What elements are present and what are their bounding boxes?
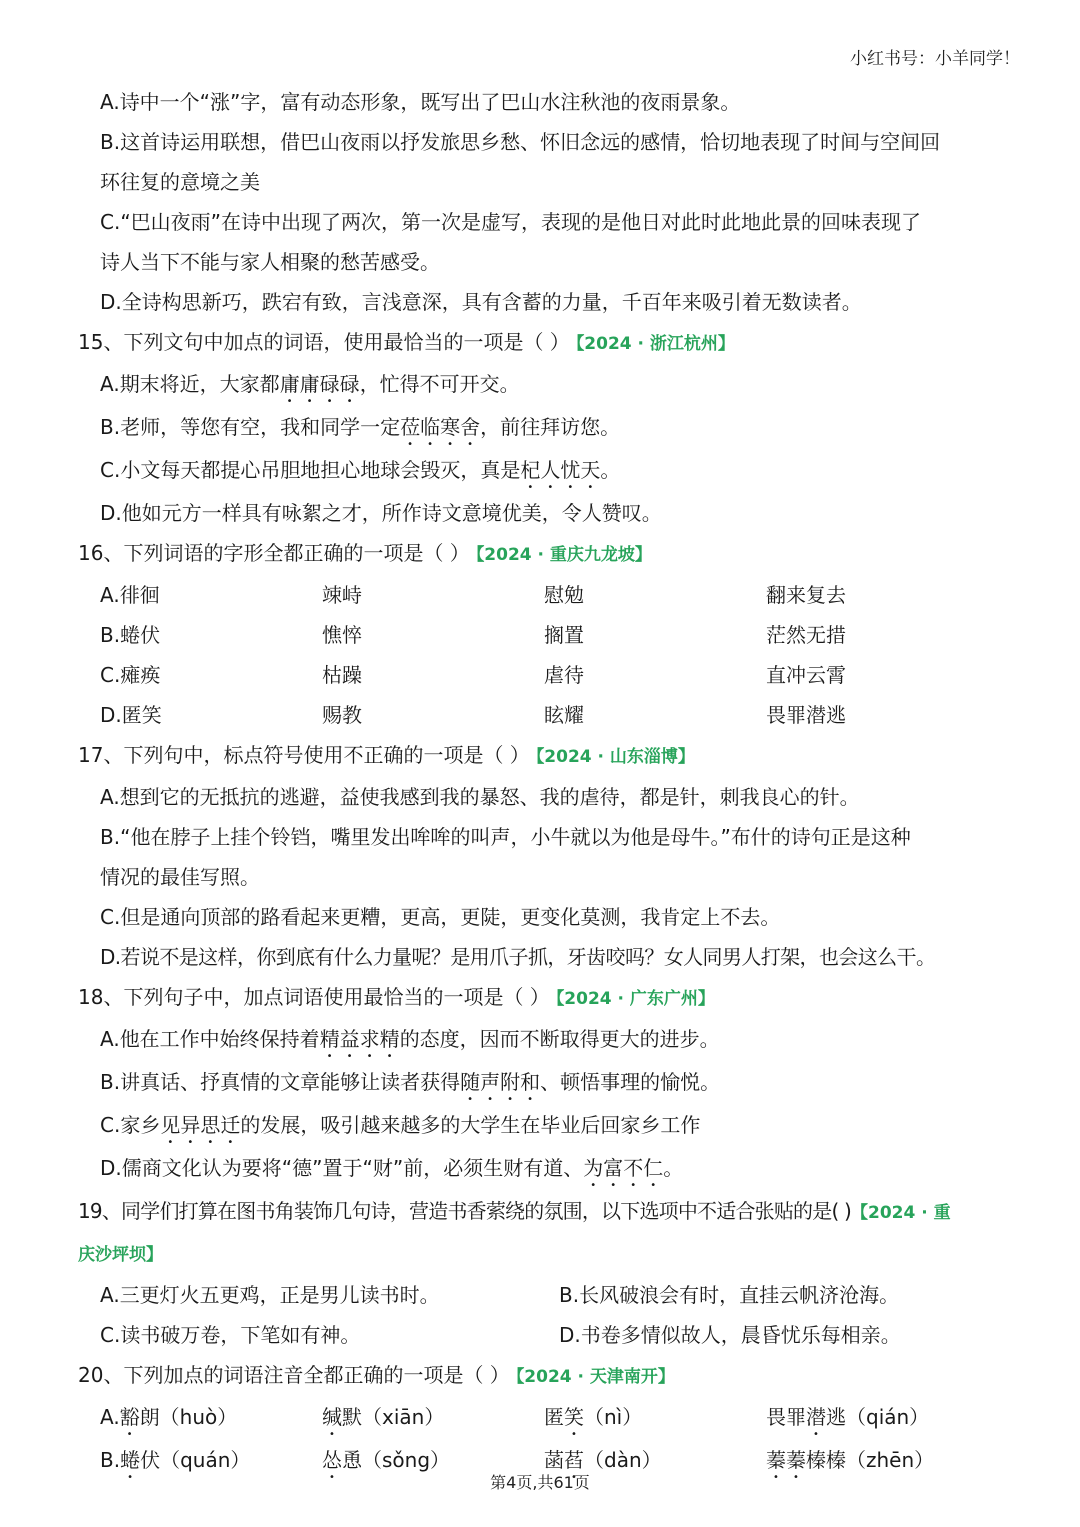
q20-b4-dotted: 蓁蓁 bbox=[766, 1448, 806, 1472]
q15-source-tag: 【2024 · 浙江杭州】 bbox=[575, 334, 735, 354]
q20-b3-pre: 菡 bbox=[544, 1448, 564, 1472]
q15-c-dotted: 杞人忧天 bbox=[520, 458, 601, 482]
q19-row-2 bbox=[78, 1315, 1018, 1355]
q15-c-post: 。 bbox=[600, 458, 621, 482]
q20-a4-dotted: 潜 bbox=[806, 1405, 826, 1429]
q18-a-pre: A.他在工作中始终保持着 bbox=[100, 1027, 320, 1051]
q17-option-c: C.但是通向顶部的路看起来更糟，更高，更陡，更变化莫测，我肯定上不去。 bbox=[100, 905, 781, 929]
q20-b3-dotted: 萏 bbox=[564, 1448, 584, 1472]
q20-b1-pre: B. bbox=[100, 1448, 121, 1472]
q14-option-a: A.诗中一个“涨”字，富有动态形象，既写出了巴山水注秋池的夜雨景象。 bbox=[100, 90, 741, 114]
q20-a4-pre: 畏罪 bbox=[766, 1405, 806, 1429]
q19-stem-text: 19、同学们打算在图书角装饰几句诗，营造书香萦绕的氛围，以下选项中不适合张贴的是( ) bbox=[78, 1199, 852, 1223]
q15-option-a bbox=[78, 364, 1018, 407]
q18-c-dotted: 见异思迁 bbox=[160, 1113, 241, 1137]
q15-stem-text: 15、下列文句中加点的词语，使用最恰当的一项是（ ） bbox=[78, 330, 570, 354]
q16-row-d bbox=[78, 695, 1018, 735]
q15-a-pre: A.期末将近，大家都 bbox=[100, 372, 280, 396]
q16-cell: B.蜷伏 bbox=[100, 623, 161, 647]
q20-stem-text: 20、下列加点的词语注音全都正确的一项是（ ） bbox=[78, 1363, 510, 1387]
q17-option-b: B.“他在脖子上挂个铃铛，嘴里发出哞哞的叫声，小牛就以为他是母牛。”布什的诗句正是这种 bbox=[100, 825, 911, 849]
q15-a-post: ，忙得不可开交。 bbox=[359, 372, 520, 396]
document-body bbox=[78, 82, 1018, 1483]
q20-b3-post: （dàn） bbox=[584, 1448, 662, 1472]
q16-cell: A.徘徊 bbox=[100, 583, 160, 607]
page-footer: 第4页,共61页 bbox=[490, 1473, 590, 1492]
q20-a2-post: 默（xiān） bbox=[342, 1405, 445, 1429]
q20-a1-dotted: 豁 bbox=[119, 1405, 140, 1429]
q15-c-pre: C.小文每天都提心吊胆地担心地球会毁灭，真是 bbox=[100, 458, 521, 482]
q20-a1-post: 朗（huò） bbox=[139, 1405, 238, 1429]
q16-cell: 慰勉 bbox=[544, 583, 584, 607]
q16-stem bbox=[78, 533, 1018, 575]
q14-option-c-cont: 诗人当下不能与家人相聚的愁苦感受。 bbox=[100, 250, 440, 274]
q19-option-b: B.长风破浪会有时，直挂云帆济沧海。 bbox=[559, 1283, 900, 1307]
q16-row-a bbox=[78, 575, 1018, 615]
q20-a-1 bbox=[100, 1397, 322, 1440]
q18-c-post: 的发展，吸引越来越多的大学生在毕业后回家乡工作 bbox=[240, 1113, 701, 1137]
q15-b-post: ，前往拜访您。 bbox=[480, 415, 621, 439]
q18-option-a bbox=[78, 1019, 1018, 1062]
q18-c-pre: C.家乡 bbox=[100, 1113, 161, 1137]
q18-d-dotted: 为富不仁 bbox=[583, 1156, 664, 1180]
q16-cell: 茫然无措 bbox=[766, 623, 846, 647]
q20-a3-dotted: 笑 bbox=[564, 1405, 584, 1429]
q17-source-tag: 【2024 · 山东淄博】 bbox=[535, 747, 695, 767]
q16-cell: 赐教 bbox=[322, 703, 362, 727]
q16-cell: C.瘫痪 bbox=[100, 663, 161, 687]
q16-cell: 虐待 bbox=[544, 663, 584, 687]
q20-b2-dotted: 怂 bbox=[322, 1448, 342, 1472]
q18-d-pre: D.儒商文化认为要将“德”置于“财”前，必须生财有道、 bbox=[100, 1156, 584, 1180]
q15-b-pre: B.老师，等您有空，我和同学一定 bbox=[100, 415, 401, 439]
q20-a-2 bbox=[322, 1397, 544, 1440]
q15-stem bbox=[78, 322, 1018, 364]
q18-source-tag: 【2024 · 广东广州】 bbox=[555, 989, 715, 1009]
q18-option-b bbox=[78, 1062, 1018, 1105]
q20-a4-post: 逃（qián） bbox=[826, 1405, 930, 1429]
q16-cell: 直冲云霄 bbox=[766, 663, 846, 687]
q19-option-c: C.读书破万卷，下笔如有神。 bbox=[100, 1323, 361, 1347]
q20-b2-post: 恿（sǒng） bbox=[342, 1448, 451, 1472]
q15-option-b bbox=[78, 407, 1018, 450]
q16-cell: 枯躁 bbox=[322, 663, 362, 687]
q15-option-d bbox=[78, 493, 1018, 533]
q14-option-b: B.这首诗运用联想，借巴山夜雨以抒发旅思乡愁、怀旧念远的感情，恰切地表现了时间与空间回 bbox=[100, 130, 941, 154]
q17-option-b-cont: 情况的最佳写照。 bbox=[100, 865, 260, 889]
q18-stem-text: 18、下列句子中，加点词语使用最恰当的一项是（ ） bbox=[78, 985, 550, 1009]
q17-option-d: D.若说不是这样，你到底有什么力量呢？是用爪子抓，牙齿咬吗？女人同男人打架，也会这么干。 bbox=[100, 945, 936, 969]
q15-d-word: 咏絮之才 bbox=[281, 501, 362, 525]
q20-a3-pre: 匿 bbox=[544, 1405, 564, 1429]
q16-cell: 竦峙 bbox=[322, 583, 362, 607]
q20-b4-post: 榛榛（zhēn） bbox=[806, 1448, 935, 1472]
q18-option-c bbox=[78, 1105, 1018, 1148]
q20-a3-post: （nì） bbox=[584, 1405, 643, 1429]
q16-cell: D.匿笑 bbox=[100, 703, 162, 727]
q20-row-a bbox=[78, 1397, 1018, 1440]
q17-stem-text: 17、下列句中，标点符号使用不正确的一项是（ ） bbox=[78, 743, 530, 767]
q18-stem bbox=[78, 977, 1018, 1019]
q20-source-tag: 【2024 · 天津南开】 bbox=[515, 1367, 675, 1387]
q15-d-pre: D.他如元方一样具有 bbox=[100, 501, 282, 525]
q19-stem-cont bbox=[78, 1233, 1018, 1275]
watermark: 小红书号：小羊同学！ bbox=[850, 49, 1020, 69]
q15-d-post: ，所作诗文意境优美，令人赞叹。 bbox=[361, 501, 662, 525]
q16-cell: 畏罪潜逃 bbox=[766, 703, 846, 727]
q16-cell: 搁置 bbox=[544, 623, 584, 647]
q20-a-3 bbox=[544, 1397, 766, 1440]
q20-stem bbox=[78, 1355, 1018, 1397]
q19-option-d: D.书卷多情似故人，晨昏忧乐每相亲。 bbox=[559, 1323, 901, 1347]
q18-a-post: 的态度，因而不断取得更大的进步。 bbox=[399, 1027, 720, 1051]
q20-a1-pre: A. bbox=[100, 1405, 120, 1429]
q18-d-post: 。 bbox=[663, 1156, 684, 1180]
q19-source-tag: 【2024 · 重 bbox=[851, 1203, 951, 1223]
q18-b-dotted: 随声附和 bbox=[460, 1070, 541, 1094]
q18-b-pre: B.讲真话、抒真情的文章能够让读者获得 bbox=[100, 1070, 461, 1094]
q19-source-tag-cont: 庆沙坪坝】 bbox=[78, 1245, 163, 1265]
q16-cell: 翻来复去 bbox=[766, 583, 846, 607]
q20-b1-dotted: 蜷 bbox=[120, 1448, 141, 1472]
q16-cell: 憔悴 bbox=[322, 623, 362, 647]
q17-stem bbox=[78, 735, 1018, 777]
q19-stem bbox=[78, 1191, 1018, 1233]
q18-option-d bbox=[78, 1148, 1018, 1191]
q19-option-a: A.三更灯火五更鸡，正是男儿读书时。 bbox=[100, 1283, 440, 1307]
q15-option-c bbox=[78, 450, 1018, 493]
q18-b-post: 、顿悟事理的愉悦。 bbox=[540, 1070, 721, 1094]
q14-option-d: D.全诗构思新巧，跌宕有致，言浅意深，具有含蓄的力量，千百年来吸引着无数读者。 bbox=[100, 290, 862, 314]
q18-a-dotted: 精益求精 bbox=[319, 1027, 400, 1051]
q20-a-4 bbox=[766, 1397, 988, 1440]
q17-option-a: A.想到它的无抵抗的逃避，益使我感到我的暴怒、我的虐待，都是针，刺我良心的针。 bbox=[100, 785, 860, 809]
q15-b-dotted: 莅临寒舍 bbox=[400, 415, 481, 439]
q14-option-b-cont: 环往复的意境之美 bbox=[100, 170, 260, 194]
q15-a-dotted: 庸庸碌碌 bbox=[279, 372, 360, 396]
q20-b1-post: 伏（quán） bbox=[140, 1448, 251, 1472]
q16-stem-text: 16、下列词语的字形全都正确的一项是（ ） bbox=[78, 541, 470, 565]
q16-row-b bbox=[78, 615, 1018, 655]
q14-option-c: C.“巴山夜雨”在诗中出现了两次，第一次是虚写，表现的是他日对此时此地此景的回味表现了 bbox=[100, 210, 922, 234]
q20-a2-dotted: 缄 bbox=[322, 1405, 342, 1429]
q16-row-c bbox=[78, 655, 1018, 695]
q16-cell: 眩耀 bbox=[544, 703, 584, 727]
q16-source-tag: 【2024 · 重庆九龙坡】 bbox=[475, 545, 652, 565]
q19-row-1 bbox=[78, 1275, 1018, 1315]
